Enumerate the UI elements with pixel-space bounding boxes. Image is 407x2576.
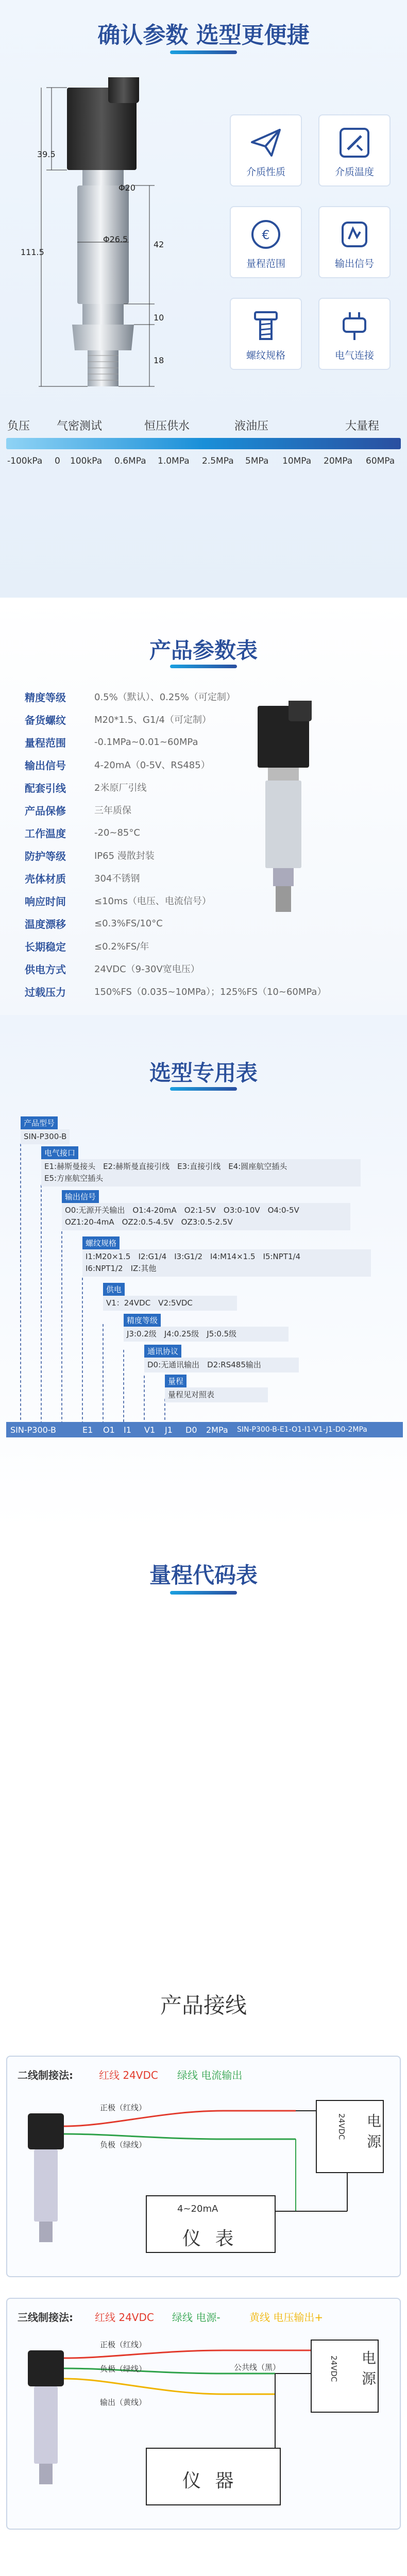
range-options: 量程见对照表 (165, 1387, 268, 1402)
param-row (25, 977, 326, 1005)
pressure-values (0, 456, 407, 471)
product-model-head: 产品型号 (21, 1116, 58, 1129)
two-wire-meter: 仪 表 (182, 2228, 238, 2249)
example-code: SIN-P300-B-E1-O1-I1-V1-J1-D0-2MPa (237, 1426, 367, 1434)
param-value: 2米原厂引线 (94, 783, 147, 793)
param-value: ≤10ms（电压、电流信号） (94, 896, 211, 907)
two-wire-panel (6, 2056, 401, 2277)
pressure-scale-bar (6, 438, 401, 449)
param-value: -20~85°C (94, 827, 140, 838)
gauge-icon (248, 216, 284, 252)
param-label: 配套引线 (25, 782, 66, 794)
three-wire-psu-v: 24VDC (329, 2355, 338, 2382)
param-value: ≤0.3%FS/10°C (94, 918, 163, 929)
two-wire-neg: 负极（绿线） (100, 2140, 147, 2149)
three-wire-green: 绿线 电源- (172, 2311, 221, 2324)
pressure-value: 5MPa (245, 456, 269, 466)
param-label: 防护等级 (25, 850, 66, 862)
selection-title: 选型专用表 (149, 1060, 258, 1086)
dim-18: 18 (154, 355, 164, 365)
thread-options: I1:M20×1.5 I2:G1/4 I3:G1/2 I4:M14×1.5 I5:NPT1/4 I6:NPT1/2 IZ:其他 (82, 1249, 371, 1277)
two-wire-pos: 正极（红线） (100, 2103, 147, 2112)
pressure-label: 负压 (7, 420, 30, 433)
three-wire-diagram (7, 2299, 402, 2531)
params-title: 产品参数表 (149, 638, 258, 663)
three-wire-red: 红线 24VDC (95, 2311, 154, 2324)
feature-label: 电气连接 (334, 350, 374, 361)
three-wire-panel (6, 2298, 401, 2530)
pressure-value: 100kPa (70, 456, 103, 466)
product-model-value: SIN-P300-B (21, 1129, 70, 1144)
feature-medium-temperature (318, 114, 391, 187)
pressure-labels (0, 417, 407, 438)
pressure-value: -100kPa (7, 456, 43, 466)
electrical-head: 电气接口 (41, 1146, 78, 1159)
param-label: 温度漂移 (25, 918, 66, 930)
output-head: 输出信号 (62, 1190, 99, 1203)
pressure-label: 液油压 (234, 420, 269, 433)
dim-111-5: 111.5 (21, 247, 44, 257)
feature-output-signal (318, 206, 391, 278)
sensor-photo (242, 701, 330, 917)
dim-39-5: 39.5 (37, 149, 56, 159)
pressure-value: 0 (55, 456, 60, 466)
hero-section (0, 0, 407, 598)
param-label: 供电方式 (25, 963, 66, 976)
feature-label: 输出信号 (334, 258, 374, 269)
feature-range (230, 206, 302, 278)
feature-electrical (318, 298, 391, 370)
power-options: V1：24VDC V2:5VDC (103, 1296, 237, 1311)
dims-section (0, 2550, 407, 2576)
two-wire-green: 绿线 电流输出 (177, 2069, 243, 2081)
range-head: 量程 (165, 1375, 186, 1387)
params-section (0, 598, 407, 1015)
three-wire-label: 三线制接法: (18, 2311, 73, 2324)
range-title: 量程代码表 (149, 1563, 258, 1588)
two-wire-red: 红线 24VDC (99, 2069, 158, 2081)
param-value: 4-20mA（0-5V、RS485） (94, 760, 210, 771)
code-part: D0 (185, 1425, 197, 1435)
param-value: IP65 漫散封装 (94, 851, 155, 861)
hero-title: 确认参数 选型更便捷 (97, 22, 310, 48)
screw-icon (248, 308, 284, 344)
pressure-value: 1.0MPa (158, 456, 190, 466)
example-code-bar (6, 1422, 403, 1437)
pressure-label: 大量程 (345, 420, 380, 433)
feature-label: 介质温度 (334, 166, 374, 178)
param-label: 产品保修 (25, 804, 66, 817)
power-head: 供电 (103, 1283, 125, 1296)
range-section (0, 1530, 407, 1958)
param-value: 0.5%（默认）、0.25%（可定制） (94, 692, 235, 703)
dim-phi20: Φ20 (118, 183, 135, 193)
pressure-value: 10MPa (282, 456, 312, 466)
title-underline (170, 50, 237, 54)
param-value: 304不锈钢 (94, 873, 140, 884)
feature-thread (230, 298, 302, 370)
dim-42: 42 (154, 240, 164, 249)
param-label: 量程范围 (25, 736, 66, 749)
plug-icon (336, 308, 372, 344)
selection-section (0, 1015, 407, 1530)
param-value: 24VDC（9-30V宽电压） (94, 964, 200, 975)
feature-medium-property (230, 114, 302, 187)
comm-head: 通讯协议 (144, 1345, 181, 1358)
param-label: 输出信号 (25, 759, 66, 772)
param-label: 壳体材质 (25, 872, 66, 885)
code-part: I1 (124, 1425, 131, 1435)
dims-drawings (0, 2550, 407, 2576)
param-value: 三年质保 (94, 805, 131, 816)
param-label: 过载压力 (25, 986, 66, 998)
wiring-title: 产品接线 (160, 1993, 247, 2018)
pressure-label: 气密测试 (57, 420, 103, 433)
chip-icon (336, 216, 372, 252)
two-wire-psu-v: 24VDC (337, 2113, 346, 2140)
code-part: J1 (165, 1425, 173, 1435)
title-underline (170, 665, 237, 668)
accuracy-head: 精度等级 (124, 1314, 161, 1327)
param-value: ≤0.2%FS/年 (94, 941, 149, 952)
param-label: 工作温度 (25, 827, 66, 840)
dim-phi26-5: Φ26.5 (103, 234, 128, 244)
param-label: 备货螺纹 (25, 714, 66, 726)
three-wire-psu: 电源 (360, 2350, 377, 2392)
pressure-value: 20MPa (324, 456, 353, 466)
pressure-value: 60MPa (366, 456, 395, 466)
wiring-section (0, 1958, 407, 2550)
pressure-value: 0.6MPa (114, 456, 146, 466)
dim-10: 10 (154, 313, 164, 323)
svg-text:€: € (262, 228, 270, 242)
code-part: V1 (144, 1425, 156, 1435)
pressure-label: 恒压供水 (144, 420, 190, 433)
thread-head: 螺纹规格 (82, 1236, 120, 1249)
accuracy-options: J3:0.2级 J4:0.25级 J5:0.5级 (124, 1327, 289, 1342)
code-part: SIN-P300-B (10, 1425, 56, 1435)
thermometer-icon (336, 125, 372, 161)
feature-label: 介质性质 (246, 166, 285, 178)
three-wire-common: 公共线（黑） (234, 2363, 281, 2372)
param-label: 长期稳定 (25, 940, 66, 953)
code-part: E1 (82, 1425, 93, 1435)
param-value: 150%FS（0.035~10MPa）；125%FS（10~60MPa） (94, 987, 327, 997)
title-underline (170, 1591, 237, 1595)
code-part: O1 (103, 1425, 115, 1435)
output-options: O0:无源开关输出 O1:4-20mA O2:1-5V O3:0-10V O4:0-5V OZ1:20-4mA OZ2:0.5-4.5V OZ3:0.5-2.5V (62, 1203, 350, 1230)
two-wire-current: 4~20mA (177, 2204, 218, 2214)
param-value: -0.1MPa~0.01~60MPa (94, 736, 198, 748)
three-wire-yellow: 黄线 电压输出+ (249, 2311, 324, 2324)
paper-plane-icon (248, 125, 284, 161)
pressure-value: 2.5MPa (202, 456, 234, 466)
electrical-options: E1:赫斯曼接头 E2:赫斯曼直接引线 E3:直接引线 E4:圆座航空插头 E5:方座航空插头 (41, 1159, 361, 1187)
param-label: 响应时间 (25, 895, 66, 908)
feature-label: 螺纹规格 (246, 350, 285, 361)
code-part: 2MPa (206, 1425, 228, 1435)
two-wire-label: 二线制接法: (18, 2069, 73, 2081)
param-value: M20*1.5、G1/4（可定制） (94, 715, 211, 725)
param-label: 精度等级 (25, 691, 66, 704)
two-wire-psu: 电源 (365, 2113, 382, 2155)
three-wire-neg: 负极（绿线） (100, 2364, 147, 2374)
three-wire-out: 输出（黄线） (100, 2398, 147, 2407)
feature-label: 量程范围 (246, 258, 285, 269)
three-wire-meter: 仪 器 (182, 2470, 238, 2492)
three-wire-pos: 正极（红线） (100, 2340, 147, 2349)
comm-options: D0:无通讯输出 D2:RS485输出 (144, 1358, 299, 1372)
